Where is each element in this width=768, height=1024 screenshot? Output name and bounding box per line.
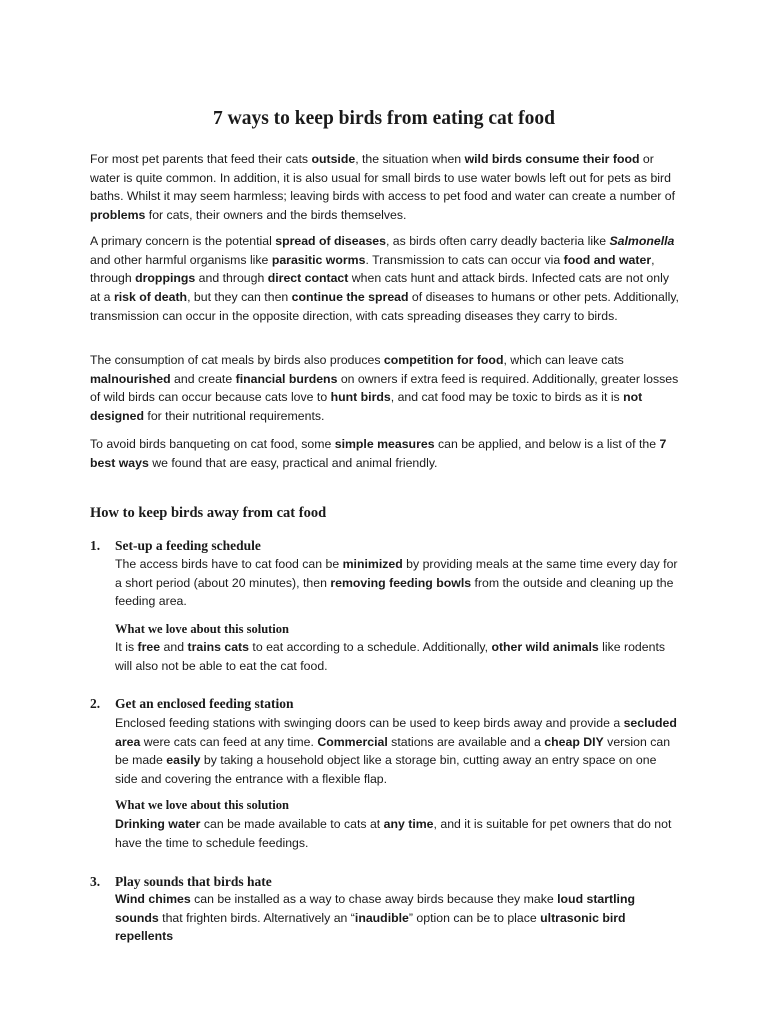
list-item-heading (90, 874, 272, 890)
text-run: of diseases to humans or other pets. Additionally, transmission can occur in the opposite direction, with cats spreading diseases they carry to birds. (90, 290, 679, 323)
text-run: ” option can be to place (408, 910, 541, 925)
italic-text-run: Salmonella (609, 234, 675, 248)
bold-text-run: removing feeding bowls (330, 575, 472, 590)
text-run: version can be made (115, 734, 671, 768)
bold-text-run: trains cats (187, 640, 249, 654)
bold-text-run: secluded area (115, 716, 677, 749)
bold-text-run: ultrasonic bird repellents (115, 910, 626, 944)
bold-text-run: competition for food (383, 353, 504, 367)
text-run: were cats can feed at any time. (140, 734, 318, 749)
solution-benefits-heading: What we love about this solution (115, 622, 289, 636)
page-title: 7 ways to keep birds from eating cat food (213, 108, 555, 129)
text-run: for cats, their owners and the birds themselves. (145, 208, 407, 223)
text-run: like rodents will also not be able to eat the cat food. (115, 640, 666, 673)
bold-text-run: simple measures (334, 437, 435, 451)
text-run: we found that are easy, practical and animal friendly. (148, 455, 438, 470)
bold-text-run: malnourished (90, 371, 171, 386)
list-item-heading (90, 696, 294, 712)
text-run: The access birds have to cat food can be (115, 557, 343, 571)
text-run: for their nutritional requirements. (143, 409, 325, 424)
bold-text-run: other wild animals (491, 640, 599, 654)
text-run: , the situation when (355, 152, 465, 166)
bold-text-run: not designed (90, 390, 643, 424)
list-item-title: Play sounds that birds hate (115, 874, 272, 889)
bold-text-run: spread of diseases (275, 234, 386, 248)
intro-paragraph-4 (90, 435, 680, 472)
bold-text-run: outside (311, 152, 356, 166)
text-run: and other harmful organisms like (90, 252, 272, 267)
text-run: and create (170, 371, 236, 386)
text-run: For most pet parents that feed their cats (90, 152, 312, 166)
bold-text-run: financial burdens (235, 371, 338, 386)
text-run: , as birds often carry deadly bacteria like (385, 234, 610, 248)
intro-paragraph-3 (90, 351, 680, 426)
bold-text-run: minimized (342, 557, 403, 571)
list-item-number: 3. (90, 874, 101, 889)
bold-text-run: any time (383, 817, 434, 831)
bold-text-run: Drinking water (115, 817, 201, 831)
bold-text-run: continue the spread (291, 290, 409, 305)
list-item-body (115, 714, 680, 789)
text-run: can be installed as a way to chase away birds because they make (190, 892, 558, 906)
text-run: on owners if extra feed is required. Additionally, greater losses of wild birds can occur because cats love to (90, 371, 679, 405)
text-run: To avoid birds banqueting on cat food, some (90, 437, 335, 451)
text-run: A primary concern is the potential (90, 234, 276, 248)
bold-text-run: wild birds (464, 152, 522, 166)
bold-text-run: consume their food (521, 152, 640, 166)
intro-paragraph-2 (90, 232, 680, 326)
text-run: , through (90, 252, 655, 286)
text-run: can be made available to cats at (200, 817, 384, 831)
list-item-body (115, 890, 680, 946)
text-run: The consumption of cat meals by birds also produces (90, 353, 384, 367)
text-run: from the outside and cleaning up the feeding area. (115, 575, 674, 609)
bold-text-run: Wind chimes (115, 892, 191, 906)
list-item-number: 1. (90, 538, 101, 553)
text-run: by providing meals at the same time every day for a short period (about 20 minutes), then (115, 557, 678, 590)
text-run: when cats hunt and attack birds. Infected cats are not only at a (90, 271, 669, 305)
bold-text-run: 7 best ways (90, 437, 667, 470)
list-item-heading (90, 538, 261, 554)
bold-text-run: easily (166, 753, 201, 768)
intro-paragraph-1 (90, 150, 680, 225)
text-run: , which can leave cats (503, 353, 624, 367)
solution-benefits-body (115, 815, 680, 852)
bold-text-run: problems (90, 208, 146, 223)
bold-text-run: hunt birds (330, 390, 391, 405)
text-run: and through (195, 271, 268, 286)
bold-text-run: cheap DIY (544, 734, 604, 749)
text-run: to eat according to a schedule. Additionally, (248, 640, 492, 654)
text-run: Enclosed feeding stations with swinging doors can be used to keep birds away and provide a (115, 716, 624, 730)
text-run: , and cat food may be toxic to birds as it is (390, 390, 624, 405)
bold-text-run: droppings (135, 271, 196, 286)
solution-benefits-body (115, 638, 680, 675)
text-run: stations are available and a (387, 734, 545, 749)
list-item-title: Set-up a feeding schedule (115, 538, 261, 553)
text-run: or water is quite common. In addition, it is also usual for small birds to use water bowls left out for pets as bird baths. Whilst it may seem harmless; leaving birds with access to pet food and water can create a number of (90, 152, 676, 204)
bold-text-run: loud startling sounds (115, 892, 636, 925)
bold-text-run: free (137, 640, 161, 654)
bold-text-run: risk of death (113, 290, 188, 305)
text-run: , and it is suitable for pet owners that do not have the time to schedule feedings. (115, 817, 672, 850)
bold-text-run: inaudible (354, 910, 409, 925)
bold-text-run: Commercial (317, 734, 388, 749)
list-item-number: 2. (90, 696, 101, 711)
list-item-body (115, 555, 680, 611)
text-run: by taking a household object like a storage bin, cutting away an entry space on one side and covering the entrance with a flexible flap. (115, 753, 657, 787)
text-run: . Transmission to cats can occur via (365, 252, 564, 267)
solution-benefits-heading: What we love about this solution (115, 798, 289, 812)
text-run: and (160, 640, 188, 654)
bold-text-run: direct contact (267, 271, 349, 286)
section-heading: How to keep birds away from cat food (90, 505, 327, 521)
text-run: It is (115, 640, 138, 654)
bold-text-run: parasitic worms (271, 252, 366, 267)
text-run: can be applied, and below is a list of the (434, 437, 660, 451)
bold-text-run: food and water (563, 252, 652, 267)
text-run: , but they can then (187, 290, 292, 305)
list-item-title: Get an enclosed feeding station (115, 696, 294, 711)
text-run: that frighten birds. Alternatively an “ (158, 910, 355, 925)
